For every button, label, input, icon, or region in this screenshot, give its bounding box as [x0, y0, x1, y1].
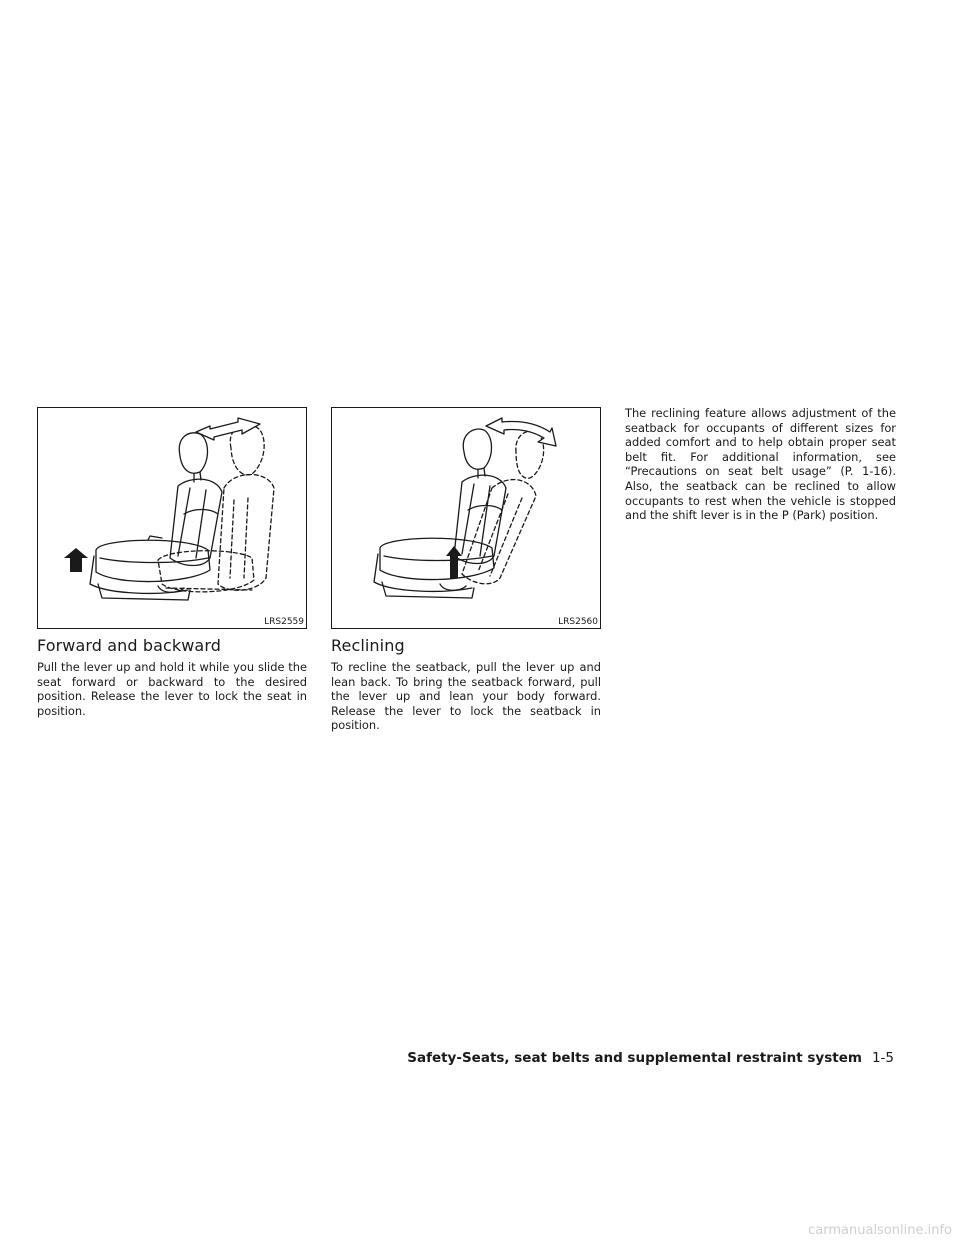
page-number: 1-5 — [871, 1050, 894, 1066]
seat-recline-illustration — [332, 408, 600, 628]
figure-seat-recline — [331, 407, 601, 629]
seat-slide-illustration — [38, 408, 306, 628]
paragraph-reclining-feature: The reclining feature allows adjustment of the seatback for occupants of different sizes for added comfort and to help obtain proper seat belt fit. For additional information, see “Precautions on seat belt usage” (P. 1-16). Also, the seatback can be reclined to allow occupants to rest when the vehicle is stopped and the shift lever is in the P (Park) position. — [625, 406, 896, 523]
figure-code: LRS2560 — [558, 617, 598, 627]
page-footer — [407, 1049, 894, 1067]
heading-forward-backward: Forward and backward — [37, 636, 221, 655]
paragraph-forward-backward: Pull the lever up and hold it while you slide the seat forward or backward to the desired position. Release the lever to lock the seat in position. — [37, 660, 307, 718]
heading-reclining: Reclining — [331, 636, 405, 655]
figure-seat-slide — [37, 407, 307, 629]
paragraph-reclining: To recline the seatback, pull the lever up and lean back. To bring the seatback forward, pull the lever up and lean your body forward. Release the lever to lock the seatback in position. — [331, 660, 601, 733]
figure-code: LRS2559 — [264, 617, 304, 627]
footer-section-title: Safety-Seats, seat belts and supplemental restraint system — [407, 1050, 862, 1066]
watermark: carmanualsonline.info — [808, 1223, 952, 1238]
